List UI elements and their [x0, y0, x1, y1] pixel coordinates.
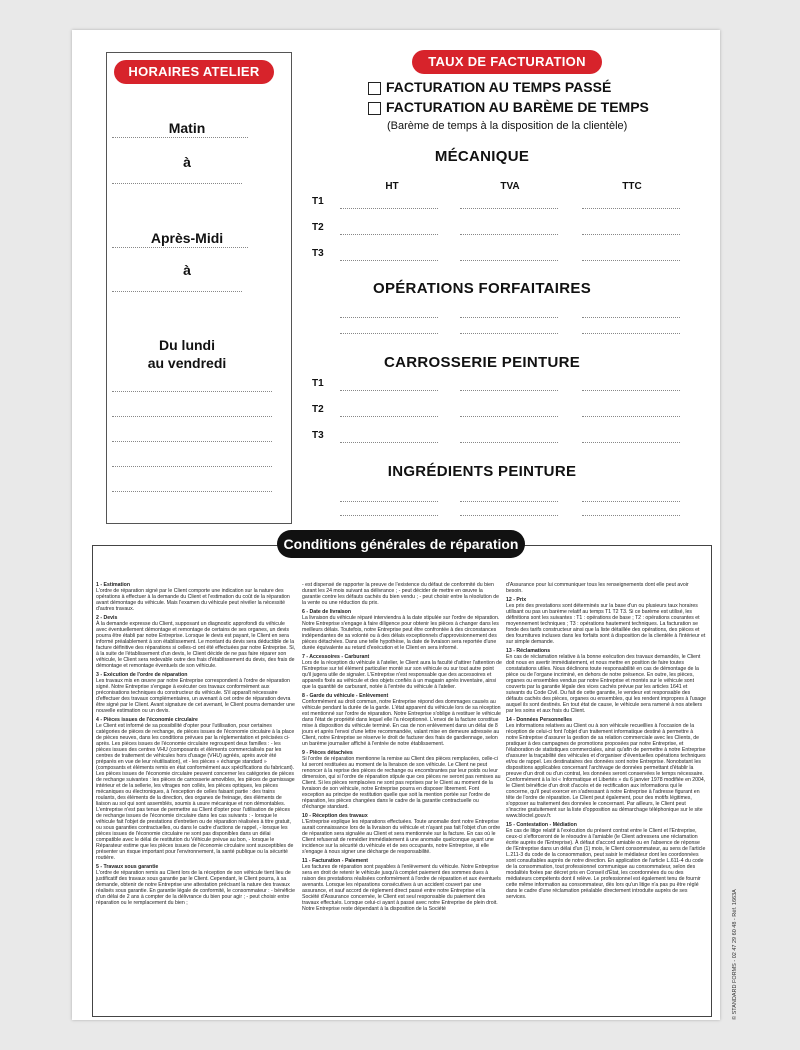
- condition-heading: 14 - Données Personnelles: [506, 717, 573, 723]
- condition-heading: 6 - Date de livraison: [302, 609, 352, 615]
- condition-article: [506, 582, 706, 594]
- condition-text: L'ordre de réparation signé par le Client comporte une indication sur la nature des opérations à effectuer à la demande du Client et l'estimation du coût de la réparation avant démontage du véhicule. Mais l'examen du véhicule peut révéler la nécessité d'autres travaux.: [96, 588, 290, 612]
- condition-heading: 13 - Réclamations: [506, 648, 551, 654]
- entry-line[interactable]: [460, 389, 558, 391]
- conditions-column-2: [302, 582, 502, 915]
- condition-article: [506, 648, 706, 714]
- carrosserie-title: CARROSSERIE PEINTURE: [383, 354, 581, 371]
- condition-text: Le Client est informé de sa possibilité d'opter pour l'utilisation, pour certaines catégories de pièces de rechange, de pièces issues de l'économie circulaire à la place de pièces neuves, dans les conditions prévues par la réglementation et précisées ci-après. Les pièces issues de l'économie circulaire regroupent deux familles : - les pièces issues des centres VHU (composants et éléments commercialisés par les centres de traitement de véhicules hors d'usage (VHU) agréés, après avoir été préparés en vue de leur réutilisation), et - les pièces « échange standard » (composants et éléments remis en état conformément aux spécifications du fabricant). Les pièces issues de l'économie circulaire peuvent concerner les catégories de pièces de rechange suivantes : les pièces de carrosserie amovibles, les pièces de garnissage intérieur et de la sellerie, les vitrages non collés, les pièces optiques, les pièces mécaniques ou électroniques, à l'exception de celles faisant partie : des trains roulants, des éléments de la direction, des organes de freinage, des éléments de liaison au sol qui sont assemblés, soumis à usure mécanique et non démontables. L'entreprise n'est pas tenue de permettre au Client d'opter pour l'utilisation de pièces de rechange issues de l'économie circulaire dans les cas suivants : - lorsque le véhicule fait l'objet de prestations d'entretien ou de réparation réalisées à titre gratuit, ou sous garanties contractuelles, ou dans le cadre d'actions de rappel, - lorsque les pièces issues de l'économie circulaire ne sont pas disponibles dans un délai compatible avec le délai de restitution du Véhicule prévue au bon, - lorsque le Réparateur estime que les pièces issues de l'économie circulaire sont susceptibles de présenter un risque important pour l'environnement, la santé publique ou la sécurité routière.: [96, 723, 295, 861]
- condition-text: En cas de réclamation relative à la bonne exécution des travaux demandés, le Client doit nous en avertir immédiatement, et nous mettre en position de faire toutes constatations utiles. Nous déclinons toute responsabilité en cas de démontage de la pièce ou de l'organe incriminé, en dehors de notre présence. En outre, les pièces, organes ou ensembles vendus par notre Entreprise et montés sur le véhicule sont couverts par la garantie légale des vices cachés prévue par les articles 1641 et suivants du Code Civil. Du fait de cette garantie, le vendeur est responsable des défauts cachés des pièces, organes ou ensembles, qui les rendent impropres à l'usage auquel ils sont destinés. En tout état de cause, le véhicule sera ramené à nos ateliers par les soins et aux frais du Client.: [506, 654, 706, 714]
- mecanique-t3-label: T3: [312, 248, 324, 259]
- condition-article: [96, 864, 296, 906]
- entry-line[interactable]: [582, 500, 680, 502]
- horaires-title: HORAIRES ATELIER: [114, 60, 274, 84]
- entry-line[interactable]: [460, 415, 558, 417]
- entry-line[interactable]: [582, 514, 680, 516]
- conditions-column-1: [96, 582, 296, 909]
- jours-line: [112, 440, 272, 442]
- entry-line[interactable]: [340, 514, 438, 516]
- document-sheet: [72, 30, 720, 1020]
- jours-line: [112, 490, 272, 492]
- condition-text: À la demande expresse du Client, supposant un diagnostic approfondi du véhicule avec éventuellement démontage et remontage de certains de ses organes, un devis pourra être établi par notre Entreprise. Lorsque le devis est payant, le Client en sera informé préalablement à son établissement. Le montant du devis sera déductible de la facture définitive des réparations si celles-ci ont été effectuées par notre Entreprise. Si, à la suite de l'établissement d'un devis, le Client décide de ne pas faire réparer son véhicule, le Client sera redevable outre des frais d'établissement du devis, des frais de démontage et remontage éventuels de son véhicule.: [96, 621, 296, 669]
- condition-text: Les prix des prestations sont déterminés sur la base d'un ou plusieurs taux horaires utilisant ou pas un barème relatif au temps T1 T2 T3. Si ce barème est utilisé, les définitions sont les suivantes : T1 : opérations de base ; T2 : opérations courantes et moyennement techniques ; T3 : opérations hautement techniques. La facturation se fonde des tarifs constructeur ainsi que la liste détaillée des opérations, des pièces et des fournitures incluses dans les forfaits sont à disposition de la clientèle à l'intérieur et sur simple demande.: [506, 603, 706, 645]
- condition-text: L'Entreprise explique les réparations effectuées. Toute anomalie dont notre Entreprise aurait connaissance lors de la livraison du véhicule et n'ayant pas fait l'objet d'un ordre de réparation sera signalée au Client et sera mentionnée sur la facture. En cas où le Client refuserait de remédier immédiatement à une anomalie quelconque ayant une incidence sur la sécurité du véhicule et de ses occupants, notre Entreprise, si elle s'engage à nous signer une décharge de responsabilité.: [302, 819, 501, 855]
- apres-midi-end-line: [112, 290, 242, 292]
- condition-text: Conformément au droit commun, notre Entreprise répond des dommages causés au véhicule pendant la durée de la garde. L'état apparent du véhicule lors de sa réception est mentionné sur l'ordre de réparation. Notre Entreprise s'oblige à restituer le véhicule dans l'état de propriété dans lequel elle l'a réceptionné. L'envoi de la facture constitue mise à disposition du véhicule terminé. En cas de non enlèvement dans un délai de 8 jours et après l'envoi d'une lettre recommandée, valant mise en demeure adressée au Client, notre Entreprise se réserve le droit de facturer des frais de gardiennage, selon un barème journalier affiché à l'entrée de notre établissement.: [302, 699, 501, 747]
- matin-a-label: à: [183, 154, 191, 170]
- condition-article: [302, 693, 502, 747]
- condition-heading: 2 - Devis: [96, 615, 118, 621]
- apres-midi-start-line: [112, 246, 248, 248]
- bareme-note: (Barème de temps à la disposition de la clientèle): [387, 120, 628, 132]
- condition-heading: 11 - Facturation - Paiement: [302, 858, 369, 864]
- entry-line[interactable]: [582, 207, 680, 209]
- entry-line[interactable]: [460, 207, 558, 209]
- entry-line[interactable]: [340, 207, 438, 209]
- temps-passe-checkbox[interactable]: [368, 82, 381, 95]
- entry-line[interactable]: [582, 441, 680, 443]
- condition-text: Les informations relatives au Client ou à son véhicule recueillies à l'occasion de la réception de celui-ci font l'objet d'un traitement informatique destiné à permettre à notre Entreprise d'assurer la gestion de sa relation commerciale avec les Clients, de pratiquer à des campagnes de promotions proposées par notre Entreprise, et l'élaboration de statistiques commerciales, ainsi qu'afin de permettre à notre Entreprise d'assurer la traçabilité des véhicules et d'organiser d'éventuelles opérations techniques et/ou de rappel. Les destinataires des données sont notre Entreprise. Nonobstant les dispositions applicables concernant l'archivage de données permettant d'établir la preuve d'un droit ou d'un contrat, les données seront conservées le temps nécessaire. Conformément à la loi « Informatique et Libertés » du 6 janvier 1978 modifiée en 2004, le Client bénéficie d'un droit d'accès et de rectification aux informations qui le concerne, qu'il peut exercer en s'adressant à notre Entreprise à l'adresse figurant en tête de l'ordre de réparation. Le Client peut également, pour des motifs légitimes, s'opposer au traitement des données le concernant. Par ailleurs, le Client peut s'inscrire gratuitement sur la liste d'opposition au démarchage téléphonique sur le site www.bloctel.gouv.fr.: [506, 723, 706, 819]
- ingredients-title: INGRÉDIENTS PEINTURE: [387, 463, 577, 480]
- ttc-header: TTC: [622, 181, 642, 192]
- entry-line[interactable]: [460, 259, 558, 261]
- condition-text: Les travaux mis en œuvre par notre Entreprise correspondent à l'ordre de réparation signé. Notre Entreprise s'engage à exécuter ces travaux conformément aux préconisations techniques du constructeur du véhicule. S'il apparaît nécessaire d'effectuer des travaux complémentaires, un avenant à cet ordre de réparation devra être signé par le Client. Avant signature de cet avenant, le Client pourra demander une nouvelle estimation ou un devis.: [96, 678, 295, 714]
- entry-line[interactable]: [460, 316, 558, 318]
- condition-heading: 9 - Pièces détachées: [302, 750, 353, 756]
- conditions-title: Conditions générales de réparation: [277, 530, 525, 558]
- condition-article: [302, 609, 502, 651]
- matin-end-line: [112, 182, 242, 184]
- carrosserie-t3-label: T3: [312, 430, 324, 441]
- condition-heading: 4 - Pièces issues de l'économie circulaire: [96, 717, 198, 723]
- jours-label-2: au vendredi: [147, 355, 227, 371]
- entry-line[interactable]: [582, 415, 680, 417]
- condition-text: La livraison du véhicule réparé interviendra à la date stipulée sur l'ordre de réparation. Notre Entreprise s'engage à faire diligence pour obtenir les pièces à changer dans les meilleurs délais. Toutefois, notre Entreprise peut être confrontée à des circonstances indépendantes de sa volonté ou à des délais exceptionnels d'approvisionnement des pièces détachées. Dans une telle hypothèse, la date de livraison sera reportée d'une durée équivalente au retard d'exécution et le Client en sera informé.: [302, 615, 500, 651]
- condition-article: [96, 582, 296, 612]
- condition-heading: 8 - Garde du véhicule - Enlèvement: [302, 693, 389, 699]
- temps-passe-label: FACTURATION AU TEMPS PASSÉ: [386, 79, 612, 95]
- jours-line: [112, 390, 272, 392]
- entry-line[interactable]: [340, 316, 438, 318]
- apres-midi-a-label: à: [183, 262, 191, 278]
- matin-start-line: [112, 136, 248, 138]
- condition-text: L'ordre de réparation remis au Client lors de la réception de son véhicule tient lieu de justificatif des travaux sous garantie par le Client. Cependant, le Client pourra, à sa demande, obtenir de notre Entreprise une attestation précisant la nature des travaux réalisés sous garantie. En garantie légale de conformité, le consommateur : - bénéficie d'un délai de 2 ans à compter de la délivrance du bien pour agir ; - peut choisir entre réparation ou le remplacement du bien ;: [96, 870, 295, 906]
- condition-article: [96, 717, 296, 861]
- condition-article: [96, 672, 296, 714]
- condition-article: [96, 615, 296, 669]
- mecanique-t1-label: T1: [312, 196, 324, 207]
- condition-heading: 5 - Travaux sous garantie: [96, 864, 159, 870]
- entry-line[interactable]: [340, 389, 438, 391]
- entry-line[interactable]: [460, 233, 558, 235]
- condition-text: Si l'ordre de réparation mentionne la remise au Client des pièces remplacées, celle-ci lui seront restituées au moment de la livraison de son véhicule. Le Client ne peut renoncer à la reprise des pièces de rechange ou encombrantes par leur poids ou leur dimension, qui si l'ordre de réparation stipule que ces pièces ne seront pas remises au Client. Si les pièces remplacées ne sont pas reprises par le Client au moment de la livraison de son véhicule, notre Entreprise pourra en disposer librement. Font exception au principe de restitution quelle que soit la mention portée sur l'ordre de réparation, les pièces changées dans le cadre de la garantie contractuelle ou d'échange standard.: [302, 756, 501, 810]
- entry-line[interactable]: [460, 441, 558, 443]
- condition-article: [302, 582, 502, 606]
- entry-line[interactable]: [582, 389, 680, 391]
- operations-title: OPÉRATIONS FORFAITAIRES: [372, 280, 592, 297]
- mecanique-title: MÉCANIQUE: [434, 148, 530, 165]
- condition-heading: 7 - Accessoires - Carburant: [302, 654, 370, 660]
- entry-line[interactable]: [340, 259, 438, 261]
- ht-header: HT: [385, 181, 399, 192]
- condition-text: En cas de litige relatif à l'exécution du présent contrat entre le Client et l'Entreprise, ceux-ci s'efforceront de le résoudre à l'amiable (le Client adressera une réclamation écrite auprès de l'Entreprise). À défaut d'accord amiable ou en l'absence de réponse de l'Entreprise dans un délai d'un (1) mois, le Client consommateur, au sens de l'article L.211-3 du code de la consommation, peut saisir le médiateur dont les coordonnées sont consultables auprès de notre direction. En application de l'article L.611-4 du code de la consommation, tout professionnel communique au consommateur, selon des modalités fixées par décret pris en Conseil d'État, les coordonnées du ou des médiateurs compétents dont il relève. Le professionnel est également tenu de fournir cette même information au consommateur, dès lors qu'un litige n'a pas pu être réglé dans le cadre d'une réclamation préalable directement introduite auprès de ses services.: [506, 828, 706, 900]
- condition-heading: 15 - Contestation - Médiation: [506, 822, 577, 828]
- entry-line[interactable]: [582, 259, 680, 261]
- tva-header: TVA: [500, 181, 520, 192]
- condition-article: [506, 822, 706, 900]
- condition-article: [506, 717, 706, 819]
- condition-heading: 10 - Réception des travaux: [302, 813, 368, 819]
- entry-line[interactable]: [340, 332, 438, 334]
- entry-line[interactable]: [340, 233, 438, 235]
- condition-article: [302, 654, 502, 690]
- condition-heading: 1 - Estimation: [96, 582, 131, 588]
- condition-text: d'Assurance pour lui communiquer tous les renseignements dont elle peut avoir besoin.: [506, 582, 689, 594]
- condition-heading: 3 - Exécution de l'ordre de réparation: [96, 672, 188, 678]
- entry-line[interactable]: [582, 316, 680, 318]
- entry-line[interactable]: [340, 415, 438, 417]
- entry-line[interactable]: [340, 500, 438, 502]
- condition-article: [302, 858, 502, 912]
- entry-line[interactable]: [582, 233, 680, 235]
- condition-article: [506, 597, 706, 645]
- bareme-label: FACTURATION AU BARÈME DE TEMPS: [386, 99, 649, 115]
- entry-line[interactable]: [460, 514, 558, 516]
- condition-text: - est dispensé de rapporter la preuve de l'existence du défaut de conformité du bien durant les 24 mois suivant sa délivrance ; - peut décider de mettre en œuvre la garantie contre les défauts cachés du bien vendu ; - peut choisir entre la résolution de la vente ou une réduction du prix.: [302, 582, 499, 606]
- condition-text: Les factures de réparation sont payables à l'enlèvement du véhicule. Notre Entreprise sera en droit de retenir le véhicule jusqu'à complet paiement des sommes dues à raison des prestations réalisées conformément à l'ordre de réparation et aux éventuels avenants. Lorsque les réparations consécutives à un accident couvert par une assurance, et sauf accord de règlement direct passé entre notre Entreprise et la Société d'Assurance concernée, le Client est seul responsable du paiement des travaux effectués. Lorsque celui-ci ayant à passé avec notre Entreprise de plein droit. Notre Entreprise reste dépendant à la disposition de la Société: [302, 864, 501, 912]
- condition-heading: 12 - Prix: [506, 597, 527, 603]
- condition-text: Lors de la réception du véhicule à l'atelier, le Client aura la faculté d'attirer l'attention de l'Entreprise sur tel élément particulier monté sur son véhicule ou sur tout autre point qu'il jugera utile de signaler. L'Entreprise n'est responsable que des accessoires et appareils fixés au véhicule et des objets confiés à un magasin après inventaire, ainsi que la quantité de carburant, notée à l'entrée du véhicule à l'atelier.: [302, 660, 502, 690]
- entry-line[interactable]: [582, 332, 680, 334]
- bareme-checkbox[interactable]: [368, 102, 381, 115]
- apres-midi-label: Après-Midi: [150, 230, 224, 246]
- carrosserie-t1-label: T1: [312, 378, 324, 389]
- condition-article: [302, 813, 502, 855]
- entry-line[interactable]: [340, 441, 438, 443]
- jours-line: [112, 465, 272, 467]
- matin-label: Matin: [168, 120, 206, 136]
- jours-label-1: Du lundi: [159, 337, 215, 353]
- carrosserie-t2-label: T2: [312, 404, 324, 415]
- mecanique-t2-label: T2: [312, 222, 324, 233]
- conditions-column-3: [506, 582, 706, 903]
- form-reference: © STANDARD FORMS - 02 47 29 60 48 - Réf. 1663A: [732, 889, 738, 1020]
- jours-line: [112, 415, 272, 417]
- condition-article: [302, 750, 502, 810]
- entry-line[interactable]: [460, 332, 558, 334]
- taux-title: TAUX DE FACTURATION: [412, 50, 602, 74]
- entry-line[interactable]: [460, 500, 558, 502]
